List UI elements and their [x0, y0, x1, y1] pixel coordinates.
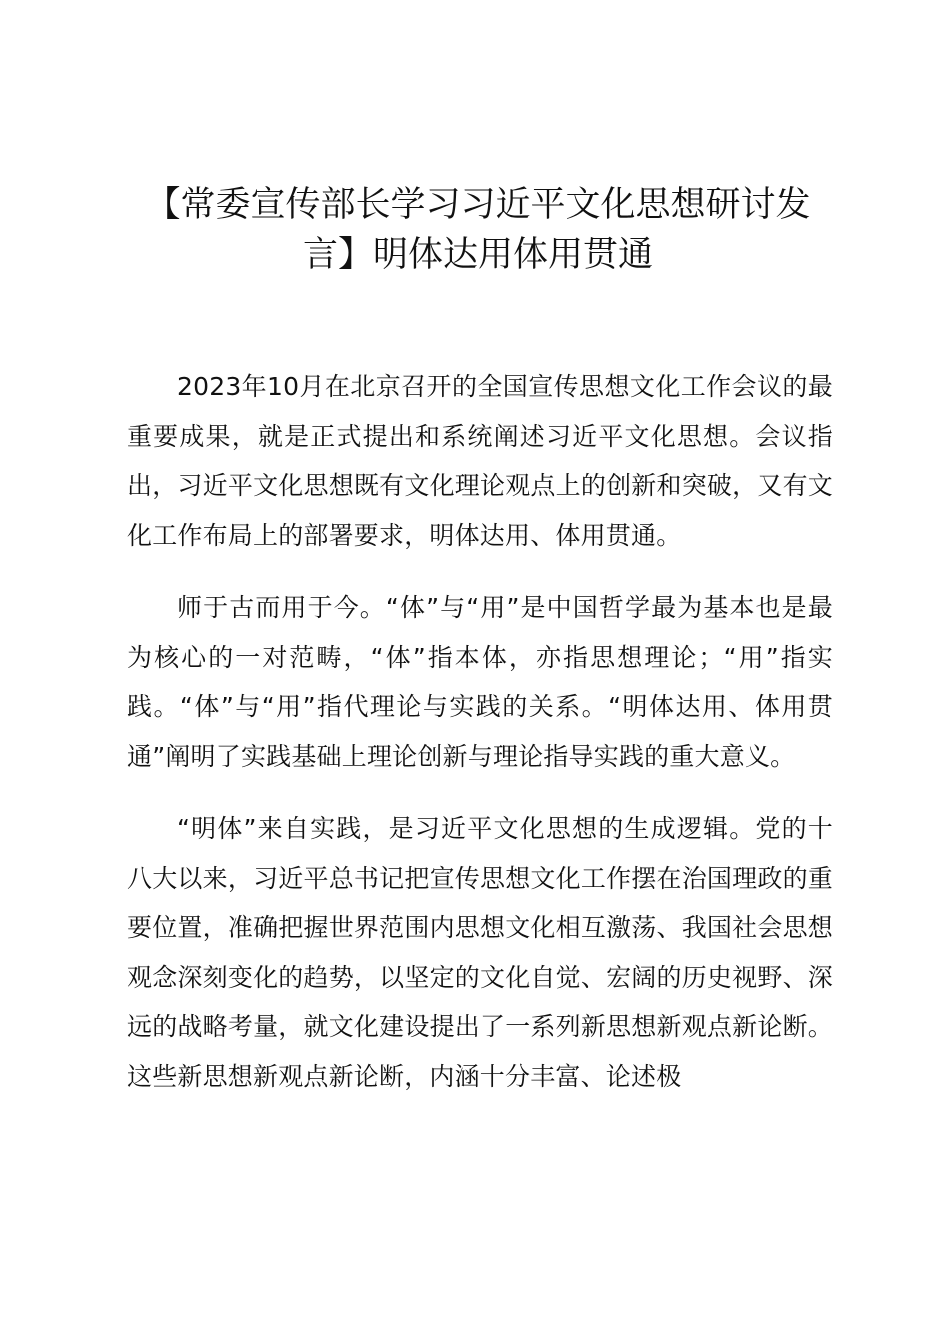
document-title: 【常委宣传部长学习习近平文化思想研讨发言】明体达用体用贯通	[145, 185, 811, 275]
paragraph: 2023年10月在北京召开的全国宣传思想文化工作会议的最重要成果，就是正式提出和系统阐述习近平文化思想。会议指出，习近平文化思想既有文化理论观点上的创新和突破，又有文化工作布局上的部署要求，明体达用、体用贯通。	[127, 372, 833, 550]
paragraph: 师于古而用于今。“体”与“用”是中国哲学最为基本也是最为核心的一对范畴，“体”指本体，亦指思想理论；“用”指实践。“体”与“用”指代理论与实践的关系。“明体达用、体用贯通”阐明了实践基础上理论创新与理论指导实践的重大意义。	[127, 593, 833, 771]
document-body	[127, 362, 833, 1124]
paragraph: “明体”来自实践，是习近平文化思想的生成逻辑。党的十八大以来，习近平总书记把宣传思想文化工作摆在治国理政的重要位置，准确把握世界范围内思想文化相互激荡、我国社会思想观念深刻变化的趋势，以坚定的文化自觉、宏阔的历史视野、深远的战略考量，就文化建设提出了一系列新思想新观点新论断。这些新思想新观点新论断，内涵十分丰富、论述极	[127, 814, 833, 1091]
